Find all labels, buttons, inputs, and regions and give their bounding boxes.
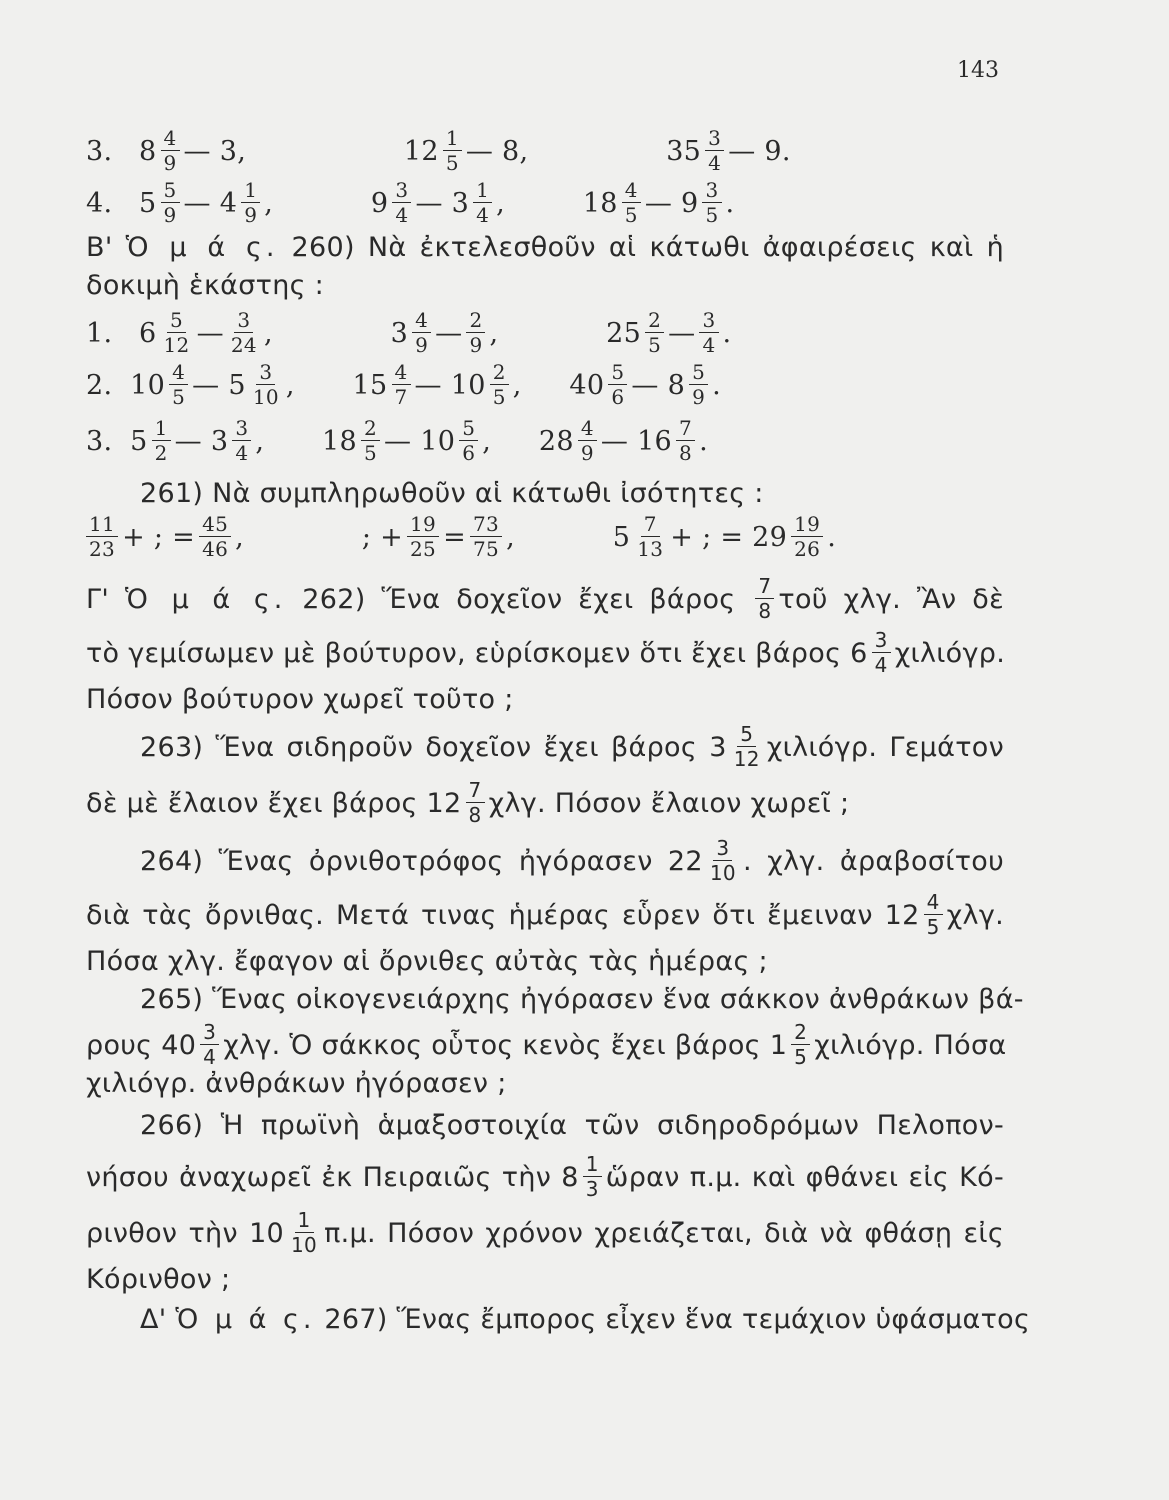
problem-263-line-1: 263) Ἕνα σιδηροῦν δοχεῖον ἔχει βάρος 3 $\frac{5}{12}$ χιλιόγρ. Γεμάτον [140,722,1004,771]
problem-266-line-2: νήσου ἀναχωρεῖ ἐκ Πειραιῶς τὴν 8 $\frac{1}{3}$ ὥραν π.μ. καὶ φθάνει εἰς Κό- [86,1152,1004,1201]
problem-266-line-1: 266) Ἡ πρωϊνὴ ἁμαξοστοιχία τῶν σιδηροδρόμων Πελοπον- [140,1110,1004,1141]
group-b-row-1: 1. 6 $\frac{5}{12}$ — $\frac{3}{24}$ , 3 $\frac{4}{9}$ — $\frac{2}{9}$ , 25 $\frac{2}{5}$ — $\frac{3}{4}$ . [86,308,732,357]
problem-265-line-2: ρους 40 $\frac{3}{4}$ χλγ. Ὁ σάκκος οὗτος κενὸς ἔχει βάρος 1 $\frac{2}{5}$ χιλιόγρ. Πόσα [86,1020,1007,1069]
group-b-row-2: 2. 10 $\frac{4}{5}$ — 5 $\frac{3}{10}$ , 15 $\frac{4}{7}$ — 10 $\frac{2}{5}$ , 40 $\frac{5}{6}$ — 8 $\frac{5}{9}$ . [86,360,721,409]
problem-264-line-3: Πόσα χλγ. ἔφαγον αἱ ὄρνιθες αὐτὰς τὰς ἡμέρας ; [86,946,768,977]
group-b-heading: Β' Ὁ μ ά ς. 260) Νὰ ἐκτελεσθοῦν αἱ κάτωθι ἀφαιρέσεις καὶ ἡ [86,232,1004,263]
problem-261: 261) Νὰ συμπληρωθοῦν αἱ κάτωθι ἰσότητες : [140,478,764,509]
problem-264-line-2: διὰ τὰς ὄρνιθας. Μετά τινας ἡμέρας εὗρεν ὅτι ἔμειναν 12 $\frac{4}{5}$ χλγ. [86,890,1004,939]
problem-261-equations: $\frac{11}{23}$ + ; = $\frac{45}{46}$ , ; + $\frac{19}{25}$ = $\frac{73}{75}$ , 5 $\frac{7}{13}$ + ; = 29 $\frac{19}{26}$ . [86,516,836,561]
problem-266-line-4: Κόρινθον ; [86,1264,231,1295]
exercise-row-4: 4. 5 $\frac{5}{9}$ — 4 $\frac{1}{9}$ , 9 $\frac{3}{4}$ — 3 $\frac{1}{4}$ , 18 $\frac{4}{5}$ — 9 $\frac{3}{5}$ . [86,178,735,227]
problem-267: Δ' Ὁ μ ά ς. 267) Ἕνας ἔμπορος εἶχεν ἕνα τεμάχιον ὑφάσματος [140,1304,1031,1335]
problem-264-line-1: 264) Ἕνας ὀρνιθοτρόφος ἠγόρασεν 22 $\frac{3}{10}$ . χλγ. ἀραβοσίτου [140,836,1004,885]
problem-265-line-1: 265) Ἕνας οἰκογενειάρχης ἠγόρασεν ἕνα σάκκον ἀνθράκων βά- [140,984,1024,1015]
problem-262-line-1: Γ' Ὁ μ ά ς. 262) Ἕνα δοχεῖον ἔχει βάρος $\frac{7}{8}$ τοῦ χλγ. Ἂν δὲ [86,574,1005,623]
page-number: 143 [957,58,999,83]
problem-265-line-3: χιλιόγρ. ἀνθράκων ἠγόρασεν ; [86,1068,507,1099]
problem-266-line-3: ρινθον τὴν 10 $\frac{1}{10}$ π.μ. Πόσον χρόνον χρειάζεται, διὰ νὰ φθάσῃ εἰς [86,1208,1004,1257]
problem-262-line-2: τὸ γεμίσωμεν μὲ βούτυρον, εὑρίσκομεν ὅτι ἔχει βάρος 6 $\frac{3}{4}$ χιλιόγρ. [86,628,1006,677]
problem-262-line-3: Πόσον βούτυρον χωρεῖ τοῦτο ; [86,684,514,715]
exercise-row-3: 3. 8 $\frac{4}{9}$ — 3, 12 $\frac{1}{5}$ — 8, 35 $\frac{3}{4}$ — 9. [86,126,791,175]
problem-263-line-2: δὲ μὲ ἔλαιον ἔχει βάρος 12 $\frac{7}{8}$ χλγ. Πόσον ἔλαιον χωρεῖ ; [86,778,850,827]
group-b-row-3: 3. 5 $\frac{1}{2}$ — 3 $\frac{3}{4}$ , 18 $\frac{2}{5}$ — 10 $\frac{5}{6}$ , 28 $\frac{4}{9}$ — 16 $\frac{7}{8}$ . [86,416,708,465]
group-b-heading-cont: δοκιμὴ ἑκάστης : [86,270,325,301]
